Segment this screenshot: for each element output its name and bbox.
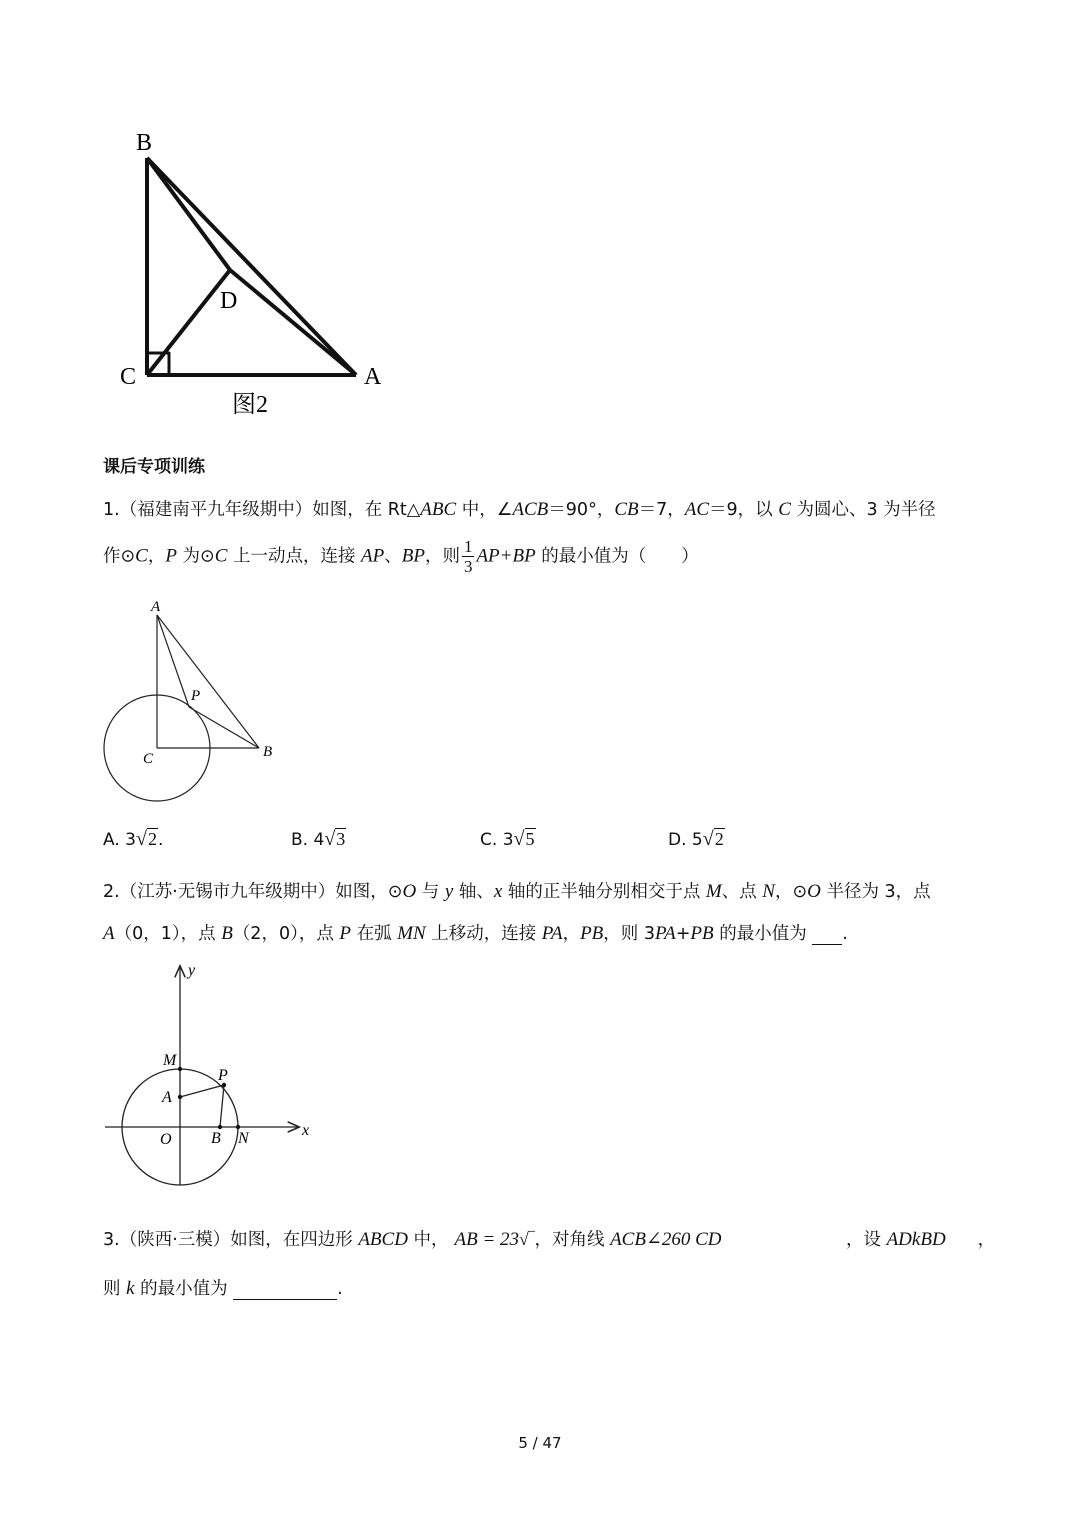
- choice-coef: 3: [125, 830, 136, 850]
- q3-garbled-formula: ADkBD: [886, 1229, 946, 1250]
- choice-radicand: 3: [336, 829, 346, 849]
- q2-text: .: [842, 924, 848, 944]
- q1-text: 的最小值为（ ）: [535, 546, 699, 567]
- q2-text: 如图，⊙: [335, 882, 403, 902]
- q2-answer-blank[interactable]: [812, 924, 842, 945]
- q1-text: ＝90°，: [548, 500, 615, 520]
- q1-choice-d[interactable]: [668, 828, 725, 851]
- q2-var: PB: [690, 923, 714, 944]
- choice-coef: 3: [502, 830, 514, 850]
- q2-text: ，⊙: [774, 882, 808, 902]
- q3-text: ，: [977, 1230, 996, 1250]
- q2-var: M: [705, 881, 722, 902]
- q1-choice-a[interactable]: [103, 828, 163, 851]
- q2-fig-label-p: P: [218, 1067, 228, 1084]
- q1-text: ＝7，: [638, 500, 685, 520]
- choice-coef: 4: [313, 830, 325, 850]
- q2-var: y: [444, 881, 454, 902]
- fig2-label-c: C: [120, 364, 137, 390]
- q1-choice-c[interactable]: [480, 828, 536, 851]
- q2-text: ，则 3: [603, 924, 655, 944]
- fig2-label-d: D: [220, 288, 238, 314]
- page-number: 5 / 47: [518, 1434, 562, 1452]
- q2-var: MN: [397, 923, 426, 944]
- q1-number: 1.: [103, 500, 120, 520]
- q3-garbled-formula: ACB∠260 CD: [610, 1229, 722, 1250]
- q2-text: 、点: [721, 882, 763, 902]
- q2-var: x: [493, 881, 503, 902]
- choice-radicand: 5: [525, 829, 535, 849]
- q1-var: C: [214, 545, 228, 567]
- q1-source: （福建南平九年级期中）: [119, 500, 313, 520]
- q2-var: A: [103, 923, 115, 944]
- q2-fig-label-a: A: [162, 1089, 172, 1106]
- q2-fig-label-b: B: [211, 1130, 221, 1147]
- q1-fig-label-b: B: [263, 744, 273, 760]
- sqrt-icon: √: [135, 828, 147, 850]
- q1-var: BP: [401, 545, 425, 567]
- q3-var: k: [126, 1278, 135, 1299]
- q1-fig-label-p: P: [191, 688, 201, 704]
- q3-line-2: [103, 1275, 343, 1300]
- q2-text: 的最小值为: [713, 924, 813, 944]
- q2-text: 上移动，连接: [425, 924, 542, 944]
- sqrt-icon: √: [324, 828, 336, 850]
- q1-text: 作⊙: [103, 546, 136, 567]
- q1-var: ACB: [512, 499, 549, 520]
- q3-text: ，对角线: [534, 1230, 611, 1250]
- fraction-numerator: 1: [463, 537, 473, 556]
- q2-var: PA: [654, 923, 676, 944]
- fraction-denominator: 3: [463, 557, 473, 576]
- sqrt-hook-icon: √‾: [519, 1229, 535, 1249]
- q1-figure: [95, 595, 295, 810]
- q2-var: O: [402, 881, 417, 902]
- q3-source: （陕西·三模）: [119, 1230, 231, 1250]
- q2-line-1: [103, 878, 931, 903]
- q2-var: PA: [541, 923, 563, 944]
- q1-text: ，则: [424, 546, 460, 567]
- q1-text: 为⊙: [176, 546, 215, 567]
- q2-line-2: [103, 920, 848, 945]
- q1-var: C: [135, 545, 148, 567]
- q1-line-1: [103, 496, 936, 521]
- q1-fraction: [462, 538, 475, 575]
- q3-number: 3.: [103, 1230, 120, 1250]
- q3-text: 如图，在四边形: [230, 1230, 359, 1250]
- q2-fig-label-y: y: [188, 962, 196, 979]
- choice-coef: 5: [691, 830, 703, 850]
- q2-fig-label-o: O: [160, 1131, 172, 1148]
- q3-line-1: [103, 1226, 722, 1251]
- q1-var: AC: [684, 499, 710, 520]
- q2-source: （江苏·无锡市九年级期中）: [119, 882, 336, 902]
- section-heading: 课后专项训练: [103, 457, 205, 477]
- q3-formula: AB = 23: [454, 1229, 520, 1250]
- q2-text: （2，0），点: [232, 924, 340, 944]
- q1-text: ＝9，以: [709, 500, 779, 520]
- q2-text: 与: [416, 882, 445, 902]
- q3-var: ABCD: [358, 1229, 408, 1250]
- figure-2-triangle: [110, 120, 410, 430]
- q2-text: 轴、: [453, 882, 494, 902]
- fig2-label-b: B: [136, 130, 153, 156]
- q1-fig-label-c: C: [143, 751, 154, 767]
- q2-var: O: [807, 881, 821, 902]
- choice-letter: B.: [291, 830, 309, 850]
- sqrt-icon: √: [702, 828, 714, 850]
- q2-text: 在弧: [351, 924, 398, 944]
- q2-fig-label-x: x: [302, 1122, 310, 1139]
- q1-var: P: [165, 545, 177, 567]
- q2-fig-label-n: N: [238, 1130, 249, 1147]
- q1-var: CB: [614, 499, 639, 520]
- q3-text: .: [337, 1279, 343, 1299]
- q3-line-1-tail: [846, 1226, 995, 1251]
- q1-text: 如图，在 Rt△: [312, 500, 421, 520]
- choice-letter: C.: [480, 830, 498, 850]
- choice-letter: D.: [668, 830, 687, 850]
- q1-text: 上一动点，连接: [227, 546, 362, 567]
- q1-choice-b[interactable]: [291, 828, 346, 851]
- q1-text: 、: [384, 546, 402, 567]
- q2-var: B: [221, 923, 233, 944]
- choice-tail: .: [157, 830, 164, 850]
- q3-text: ，设: [846, 1230, 887, 1250]
- q1-text: 为圆心、3 为半径: [790, 500, 936, 520]
- q1-fig-label-a: A: [151, 599, 161, 615]
- choice-radicand: 2: [147, 829, 157, 849]
- choice-letter: A.: [103, 830, 120, 850]
- q1-var: C: [778, 499, 791, 520]
- q2-text: 半径为 3，点: [820, 882, 931, 902]
- q2-text: +: [675, 924, 691, 944]
- q3-text: 的最小值为: [134, 1279, 234, 1299]
- fig2-caption: 图2: [232, 392, 268, 418]
- q2-text: ，: [562, 924, 581, 944]
- q3-text: 中，: [407, 1230, 449, 1250]
- q2-var: PB: [580, 923, 604, 944]
- q3-text: 则: [103, 1279, 127, 1299]
- q1-text: 中，∠: [456, 500, 513, 520]
- choice-radicand: 2: [714, 829, 724, 849]
- q1-var: AP: [361, 545, 385, 567]
- q1-expression: AP+BP: [476, 545, 536, 567]
- q2-figure: [100, 955, 330, 1200]
- q2-fig-label-m: M: [163, 1052, 177, 1069]
- q2-text: （0，1），点: [114, 924, 222, 944]
- q2-text: 轴的正半轴分别相交于点: [502, 882, 706, 902]
- fig2-label-a: A: [364, 364, 382, 390]
- sqrt-icon: √: [513, 828, 525, 850]
- q1-text: ，: [147, 546, 166, 567]
- q3-answer-blank[interactable]: [233, 1279, 337, 1300]
- q2-number: 2.: [103, 882, 120, 902]
- q2-var: N: [762, 881, 775, 902]
- q1-var: ABC: [420, 499, 457, 520]
- q2-var: P: [339, 923, 352, 944]
- q1-line-2: [103, 538, 699, 575]
